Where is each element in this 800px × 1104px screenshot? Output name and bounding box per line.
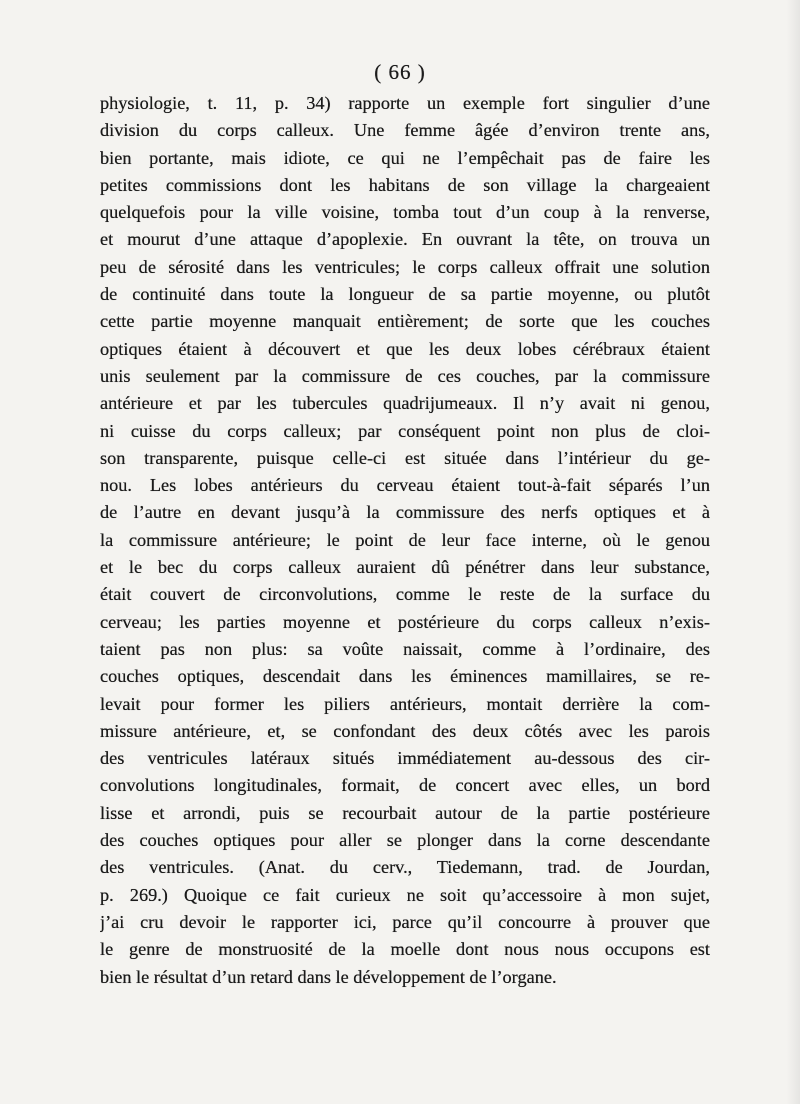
text-line: bien portante, mais idiote, ce qui ne l’empêchait pas de faire les xyxy=(100,147,710,168)
text-line: couches optiques, descendait dans les éminences mamillaires, se re- xyxy=(100,666,710,687)
text-line: nou. Les lobes antérieurs du cerveau étaient tout-à-fait séparés l’un xyxy=(100,475,710,496)
text-line: des couches optiques pour aller se plonger dans la corne descendante xyxy=(100,830,710,851)
text-line: était couvert de circonvolutions, comme le reste de la surface du xyxy=(100,584,710,605)
text-line: p. 269.) Quoique ce fait curieux ne soit qu’accessoire à mon sujet, xyxy=(100,884,710,905)
text-line: de continuité dans toute la longueur de sa partie moyenne, ou plutôt xyxy=(100,284,710,305)
text-line: ni cuisse du corps calleux; par conséquent point non plus de cloi- xyxy=(100,420,710,441)
text-line: antérieure et par les tubercules quadrijumeaux. Il n’y avait ni genou, xyxy=(100,393,710,414)
text-line: le genre de monstruosité de la moelle dont nous nous occupons est xyxy=(100,939,710,960)
text-line: la commissure antérieure; le point de leur face interne, où le genou xyxy=(100,529,710,550)
text-line: son transparente, puisque celle-ci est située dans l’intérieur du ge- xyxy=(100,447,710,468)
text-line: petites commissions dont les habitans de son village la chargeaient xyxy=(100,174,710,195)
text-line: bien le résultat d’un retard dans le développement de l’organe. xyxy=(100,966,557,987)
text-line: missure antérieure, et, se confondant des deux côtés avec les parois xyxy=(100,720,710,741)
text-line: cette partie moyenne manquait entièrement; de sorte que les couches xyxy=(100,311,710,332)
text-line: peu de sérosité dans les ventricules; le corps calleux offrait une solution xyxy=(100,256,710,277)
text-line: physiologie, t. 11, p. 34) rapporte un exemple fort singulier d’une xyxy=(100,93,710,113)
text-line: quelquefois pour la ville voisine, tomba tout d’un coup à la renverse, xyxy=(100,202,710,223)
text-line: j’ai cru devoir le rapporter ici, parce qu’il concourre à prouver que xyxy=(100,911,710,932)
text-line: et mourut d’une attaque d’apoplexie. En ouvrant la tête, on trouva un xyxy=(100,229,710,250)
text-line: division du corps calleux. Une femme âgée d’environ trente ans, xyxy=(100,120,710,141)
text-line: et le bec du corps calleux auraient dû pénétrer dans leur substance, xyxy=(100,557,710,578)
text-line: convolutions longitudinales, formait, de concert avec elles, un bord xyxy=(100,775,710,796)
text-line: cerveau; les parties moyenne et postérieure du corps calleux n’exis- xyxy=(100,611,710,632)
text-line: unis seulement par la commissure de ces couches, par la commissure xyxy=(100,365,710,386)
text-line: levait pour former les piliers antérieurs, montait derrière la com- xyxy=(100,693,710,714)
text-line: des ventricules latéraux situés immédiatement au-dessous des cir- xyxy=(100,748,710,769)
text-line: de l’autre en devant jusqu’à la commissure des nerfs optiques et à xyxy=(100,502,710,523)
body-text xyxy=(100,90,710,991)
text-line: optiques étaient à découvert et que les deux lobes cérébraux étaient xyxy=(100,338,710,359)
text-line: taient pas non plus: sa voûte naissait, comme à l’ordinaire, des xyxy=(100,638,710,659)
text-line: lisse et arrondi, puis se recourbait autour de la partie postérieure xyxy=(100,802,710,823)
text-line: des ventricules. (Anat. du cerv., Tiedemann, trad. de Jourdan, xyxy=(100,857,710,878)
page-number: ( 66 ) xyxy=(374,60,426,84)
